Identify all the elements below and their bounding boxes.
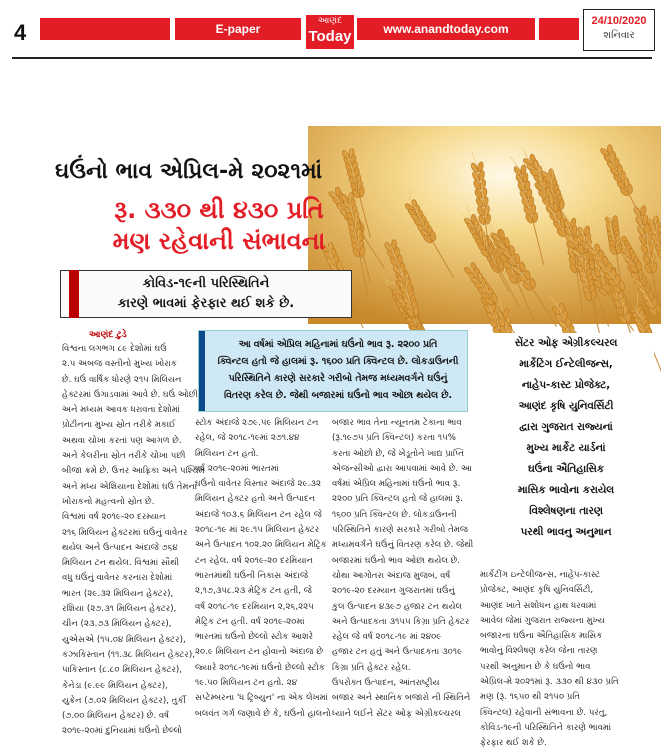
article-line: વર્ષમાં એપ્રિલ મહિનામાં ઘઉંનો ભાવ રૂ.: [332, 479, 461, 490]
article-line: સ્ટોક અંદાજે ૨૭૯.૫૯ મિલિયન ટન: [195, 418, 319, 428]
article-line: રહેલ જે વર્ષ ૨૦૧૮-૧૯ માં ૨૪૦૯: [332, 632, 442, 643]
website-link[interactable]: www.anandtoday.com: [357, 18, 535, 40]
anand-today-logo: આણંદ Today: [305, 14, 355, 50]
pull-quote-bar: [199, 331, 205, 411]
subheadline-marker: [69, 270, 79, 318]
article-line: ૧૬૦૦ પ્રતિ ક્વિન્ટલ છે. લોકડાઉનની: [332, 509, 457, 520]
article-line: હજાર ટન હતું અને ઉત્પાદકતા ૩૦૧૯: [332, 647, 463, 658]
summary-box: સેંટર ઓફ એગ્રીકલ્ચરલ માર્કેટિંગ ઈન્ટેલીજન્સ, નાહેપ-કાસ્ટ પ્રોજેક્ટ, આણંદ કૃષિ યુનિવર્સિટી દ્વારા ગુજરાત રાજ્યનાં મુખ્ય માર્કેટ યાર્ડનાં ઘઉંના ઐતિહાસિક માસિક ભાવોના કરાયેલ વિશ્લેષણના તારણ પરથી ભાવનુ અનુમાન: [478, 333, 654, 568]
article-line: અને ઉત્પાદકતા ૩૧૫૫ કિગ્રા પ્રતિ હેક્ટર: [332, 616, 470, 627]
article-line: રશિયા (૨૭.૩૧ મિલિયન હેક્ટર),: [62, 604, 177, 615]
article-line: કોવિડ-૧૯ની પરિસ્થિતિને કારણે ભાવમાં: [480, 722, 612, 733]
article-line: ભારતમાંથી ઘઉંની નિકાસ અંદાજે: [195, 570, 309, 581]
article-line: અને મધ્યમ આવક ધરાવતા દેશોમાં: [62, 405, 180, 416]
article-line: કરતા ઓછો છે, જે ખેડૂતોને ખાદ્ય પ્રાપ્તિ: [332, 448, 465, 459]
article-line: ઘઉંનો વાવેતર વિસ્તાર અંદાજે ૨૯.૩૨: [195, 479, 322, 490]
article-line: બજારના ઘઉંના ઐતિહાસિક માસિક: [480, 631, 603, 642]
headline-line-1: ઘઉંનો ભાવ એપ્રિલ-મે ૨૦૨૧માં: [55, 159, 323, 184]
page-number: 4: [14, 20, 27, 45]
article-line: ફેરફાર થઈ શકે છે.: [480, 738, 547, 749]
article-line: ઉપરોક્ત ઉત્પાદન, આંતરાષ્ટ્રીય: [332, 678, 440, 689]
masthead: [0, 0, 661, 62]
article-line: મિલિયન ટન થયેલ. વિશ્વમાં સૌથી: [62, 558, 180, 569]
article-line: ૨૦૧૯-૨૦માં દુનિયામાં ઘઉંનો છેલ્લો: [62, 726, 183, 737]
article-line: મિલિયન હેક્ટર હતો અને ઉત્પાદન: [195, 494, 316, 505]
date-box: [583, 9, 655, 51]
article-line: ૨૧૬ મિલિયન હેક્ટરમાં ઘઉંનું વાવેતર: [62, 527, 188, 538]
article-line: ખોરાકનો મહત્વનો સ્રોત છે.: [62, 496, 155, 507]
article-line: ધ્યાને લઈને સેંટર ઓફ એગ્રીકલ્ચરલ: [332, 708, 462, 719]
article-line: મધ્યમવર્ગને ઘઉંનું વિતરણ કરેલ છે. જેથી: [332, 540, 474, 551]
article-line: અથવા ચોખા કરતાં પણ આગળ છે.: [62, 435, 182, 446]
article-line: ટન રહેલ. વર્ષ ૨૦૧૯-૨૦ દરમિયાન: [195, 555, 313, 566]
article-line: કઝાકિસ્તાન (૧૧.૩૮ મિલિયન હેક્ટર),: [62, 649, 195, 660]
article-line: મણ (રૂ. ૧૬૫૦ થી ૨૧૫૦ પ્રતિ: [480, 692, 581, 703]
pull-quote: [198, 330, 468, 412]
article-line: ૨૦૧૯-૨૦ દરમ્યાન ગુજરાતમાં ઘઉંનું: [332, 586, 455, 597]
issue-date: 24/10/2020: [591, 15, 647, 27]
article-line: ૨.૫ અબજ વસ્તીનો મુખ્ય ખોરાક: [62, 359, 177, 370]
article-column-3: [332, 416, 474, 722]
article-line: બલવંત ગર્ગ જણાવે છે કે, ઘઉંનો હાલનો: [195, 708, 331, 719]
article-line: પાકિસ્તાન (૮.૮૦ મિલિયન હેક્ટર),: [62, 665, 183, 676]
article-line: એપ્રિલ-મે ૨૦૨૧માં રૂ. ૩૩૦ થી ૪૩૦ પ્રતિ: [480, 677, 619, 688]
pull-quote-text: આ વર્ષમાં એપ્રિલ મહિનામાં ઘઉંનો ભાવ રૂ. ૨૨૦૦ પ્રતિ ક્વિન્ટલ હતો જે હાલમાં રૂ. ૧૬૦૦ પ્રતિ ક્વિન્ટલ છે. લોકડાઉનની પરિસ્થિતિને કારણે સરકારે ગરીબો તેમજ મધ્યમવર્ગને ઘઉંનું વિતરણ કરેલ છે. જેથી બજારમાં ઘઉંનો ભાવ ઓછા થયેલ છે.: [217, 339, 459, 401]
article-line: બજાર ભાવ તેના ન્યૂનતમ ટેકાના ભાવ: [332, 418, 462, 428]
edition-label: E-paper: [175, 18, 301, 40]
article-line: વિશ્વના લગભગ ૮૯ દેશોમાં ઘઉં: [62, 344, 167, 354]
article-line: ભારતમાં ઘઉંનો છેલ્લો સ્ટોક આશરે: [195, 632, 314, 643]
article-line: અંદાજે ૧૦૩.૬ મિલિયન ટન રહેલ જે: [195, 509, 322, 520]
byline: આણંદ ટુડે: [89, 330, 127, 340]
subheadline-box: [60, 270, 352, 318]
issue-weekday: શનિવાર: [603, 30, 635, 41]
article-line: ભાવોનું વિશ્લેષણ કરેલ જેના તારણ: [480, 646, 598, 657]
article-line: ૧૯.૫૦ મિલિયન ટન હતો. ૨૪: [195, 678, 298, 689]
masthead-bar-right: [539, 18, 579, 40]
subheadline-line-1: કોવિડ-૧૯ની પરિસ્થિતિને: [142, 276, 270, 291]
masthead-rule: [12, 57, 652, 59]
headline-line-3: મણ રહેવાની સંભાવના: [112, 227, 326, 255]
article-line: જ્યારે ૨૦૧૮-૧૯માં ઘઉંનો છેલ્લો સ્ટોક: [195, 662, 325, 673]
article-line: મેટ્રિક ટન હતી. વર્ષ ૨૦૧૯-૨૦માં: [195, 616, 305, 627]
wheat-field-image: [308, 126, 661, 324]
article-line: ક્વિન્ટલ) રહેવાની સંભાવના છે. પરંતુ,: [480, 707, 608, 718]
article-line: ચોથા આગોતરા અંદાજ મુજબ, વર્ષ: [332, 570, 451, 581]
article-line: ચીન (૨૩.૭૩ મિલિયન હેક્ટર),: [62, 619, 172, 630]
article-line: પ્રોજેક્ટ, આણંદ કૃષિ યુનિવર્સિટી,: [480, 585, 594, 596]
headline-line-2: રૂ. ૩૩૦ થી ૪૩૦ પ્રતિ: [114, 196, 324, 224]
article-line: આણંદ ખાતે સંશોધન હાથ ધરવામાં: [480, 600, 597, 611]
article-line: ૨,૧૭,૩૫૮.૨૩ મેટ્રિક ટન હતી, જે: [195, 586, 312, 597]
article-line: એજન્સીઓ દ્વારા આપવામાં આવે છે. આ: [332, 463, 472, 474]
article-line: મિલિયન ટન હતો.: [195, 448, 259, 459]
article-line: અને ઉત્પાદન ૧૦૨.૨૦ મિલિયન મેટ્રિક: [195, 540, 327, 551]
article-line: અને કેલરીના સ્રોત તરીકે ચોખા પછી: [62, 451, 186, 462]
article-line: છે. ઘઉં વાર્ષિક ધોરણે ૨૧૫ મિલિયન: [62, 374, 182, 385]
article-line: બજારમાં ઘઉંનો ભાવ ઓછા થયેલ છે.: [332, 555, 460, 566]
article-line: સપ્ટેમ્બરના 'ધ ટ્રિબ્યુન' ના એક લેખમાં: [195, 693, 328, 704]
article-line: પરિસ્થિતિને કારણે સરકારે ગરીબો તેમજ: [332, 525, 468, 536]
article-line: પ્રોટીનના મુખ્ય સ્રોત તરીકે મકાઈ: [62, 420, 176, 431]
article-line: આવેલ જેમાં ગુજરાત રાજ્યના મુખ્ય: [480, 615, 605, 626]
article-line: ૨૦.૯ મિલિયન ટન હોવાનો અંદાજ છે: [195, 647, 324, 658]
article-line: થયેલ અને ઉત્પાદન અંદાજે ૭૬૪: [62, 542, 178, 553]
article-line: યુક્રેન (૭.૦૨ મિલિયન હેક્ટર), તુર્કી: [62, 695, 186, 706]
article-line: વર્ષ ૨૦૧૮-૧૯ દરમિયાન ૨,૨૬,૨૨૫: [195, 601, 314, 612]
article-line: ભારત (૨૯.૩૨ મિલિયન હેક્ટર),: [62, 588, 174, 599]
article-column-1: [62, 342, 205, 740]
article-line: કેનેડા (૯.૯૯ મિલિયન હેક્ટર),: [62, 680, 168, 691]
article-line: બજાર અને સ્થાનિક બજારો ની સ્થિતિને: [332, 693, 471, 704]
article-column-2: [195, 416, 331, 722]
article-column-4: [480, 568, 655, 752]
article-line: રહેલ, જે ૨૦૧૮-૧૯માં ૨૭૧.૪૪: [195, 433, 300, 444]
article-line: ૨૦૧૮-૧૯ માં ૨૯.૧૫ મિલિયન હેક્ટર: [195, 525, 320, 536]
article-line: અને મધ્ય એશિયાના દેશોમાં ઘઉં તેમના: [62, 481, 198, 492]
article-line: વધુ ઘઉંનું વાવેતર કરનારા દેશોમાં: [62, 573, 173, 584]
article-line: (૭.૦૦ મિલિયન હેક્ટર) છે. વર્ષ: [62, 711, 170, 722]
article-line: હેક્ટરમાં ઉગાડવામાં આવે છે. ઘઉં ઓછી: [62, 389, 198, 400]
article-line: કિગ્રા પ્રતિ હેક્ટર રહેલ.: [332, 662, 411, 673]
article-line: વર્ષ ૨૦૧૯-૨૦માં ભારતમાં: [195, 463, 279, 474]
article-line: કુલ ઉત્પાદન ૪૩૯૭ હજાર ટન થયેલ: [332, 601, 463, 612]
article-line: પરથી અનુમાન છે કે ઘઉંનો ભાવ: [480, 661, 591, 672]
article-line: યુએસએ (૧૫.૦૪ મિલિયન હેક્ટર),: [62, 634, 186, 645]
subheadline-line-2: કારણે ભાવમાં ફેરફાર થઈ શકે છે.: [117, 296, 295, 311]
article-line: બીજા ક્રમે છે. ઉત્તર આફ્રિકા અને પશ્ચિમ: [62, 466, 205, 477]
article-line: (રૂ.૧૯૭૫ પ્રતિ ક્વિન્ટલ) કરતા ૧૫%: [332, 433, 456, 444]
article-line: ૨૨૦૦ પ્રતિ ક્વિન્ટલ હતો જે હાલમાં રૂ.: [332, 494, 463, 505]
article-line: માર્કેટીંગ ઇન્ટેલીજન્સ, નાહેપ-કાસ્ટ: [480, 570, 601, 580]
masthead-bar-left: [40, 18, 170, 40]
article-line: વિશ્વમાં વર્ષ ૨૦૧૯-૨૦ દરમ્યાન: [62, 512, 166, 523]
